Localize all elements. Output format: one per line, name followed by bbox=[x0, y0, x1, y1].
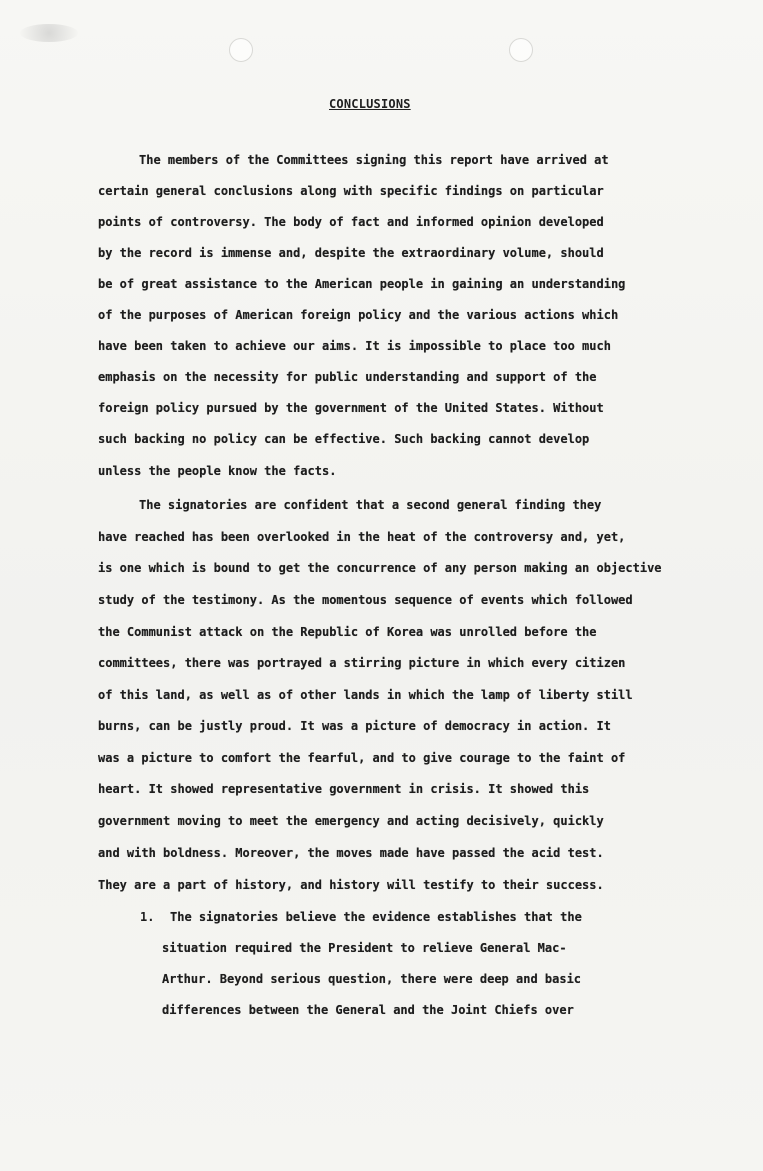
ink-smudge bbox=[20, 24, 78, 42]
paragraph-line: points of controversy. The body of fact and informed opinion developed bbox=[98, 215, 604, 229]
paragraph-line: certain general conclusions along with specific findings on particular bbox=[98, 184, 604, 198]
paragraph-line: They are a part of history, and history will testify to their success. bbox=[98, 878, 604, 892]
paragraph-line: study of the testimony. As the momentous sequence of events which followed bbox=[98, 593, 633, 607]
paragraph-line: unless the people know the facts. bbox=[98, 464, 337, 478]
paragraph-line: such backing no policy can be effective. Such backing cannot develop bbox=[98, 432, 590, 446]
paragraph-line: committees, there was portrayed a stirring picture in which every citizen bbox=[98, 656, 626, 670]
paragraph-line: The signatories believe the evidence establishes that the bbox=[170, 910, 582, 924]
paragraph-line: have reached has been overlooked in the heat of the controversy and, yet, bbox=[98, 530, 626, 544]
paragraph-line: foreign policy pursued by the government of the United States. Without bbox=[98, 401, 604, 415]
paragraph-line: of the purposes of American foreign policy and the various actions which bbox=[98, 308, 619, 322]
paragraph-line: and with boldness. Moreover, the moves made have passed the acid test. bbox=[98, 846, 604, 860]
paragraph-line: heart. It showed representative government in crisis. It showed this bbox=[98, 782, 590, 796]
paragraph-line: of this land, as well as of other lands in which the lamp of liberty still bbox=[98, 688, 633, 702]
paragraph-line: was a picture to comfort the fearful, and to give courage to the faint of bbox=[98, 751, 626, 765]
paragraph-line: differences between the General and the Joint Chiefs over bbox=[162, 1003, 574, 1017]
paragraph-line: situation required the President to relieve General Mac- bbox=[162, 941, 567, 955]
paragraph-line: burns, can be justly proud. It was a picture of democracy in action. It bbox=[98, 719, 611, 733]
paragraph-line: have been taken to achieve our aims. It is impossible to place too much bbox=[98, 339, 611, 353]
paragraph-line: The members of the Committees signing this report have arrived at bbox=[139, 153, 609, 167]
punch-hole-left bbox=[229, 38, 253, 62]
paragraph-line: be of great assistance to the American people in gaining an understanding bbox=[98, 277, 626, 291]
punch-hole-right bbox=[509, 38, 533, 62]
paragraph-line: government moving to meet the emergency and acting decisively, quickly bbox=[98, 814, 604, 828]
paragraph-line: The signatories are confident that a second general finding they bbox=[139, 498, 602, 512]
paragraph-line: by the record is immense and, despite the extraordinary volume, should bbox=[98, 246, 604, 260]
paragraph-line: is one which is bound to get the concurrence of any person making an objective bbox=[98, 561, 662, 575]
page-title: CONCLUSIONS bbox=[329, 97, 411, 111]
paragraph-line: the Communist attack on the Republic of Korea was unrolled before the bbox=[98, 625, 597, 639]
list-item-number: 1. bbox=[140, 910, 155, 924]
paragraph-line: emphasis on the necessity for public understanding and support of the bbox=[98, 370, 597, 384]
paragraph-line: Arthur. Beyond serious question, there were deep and basic bbox=[162, 972, 582, 986]
